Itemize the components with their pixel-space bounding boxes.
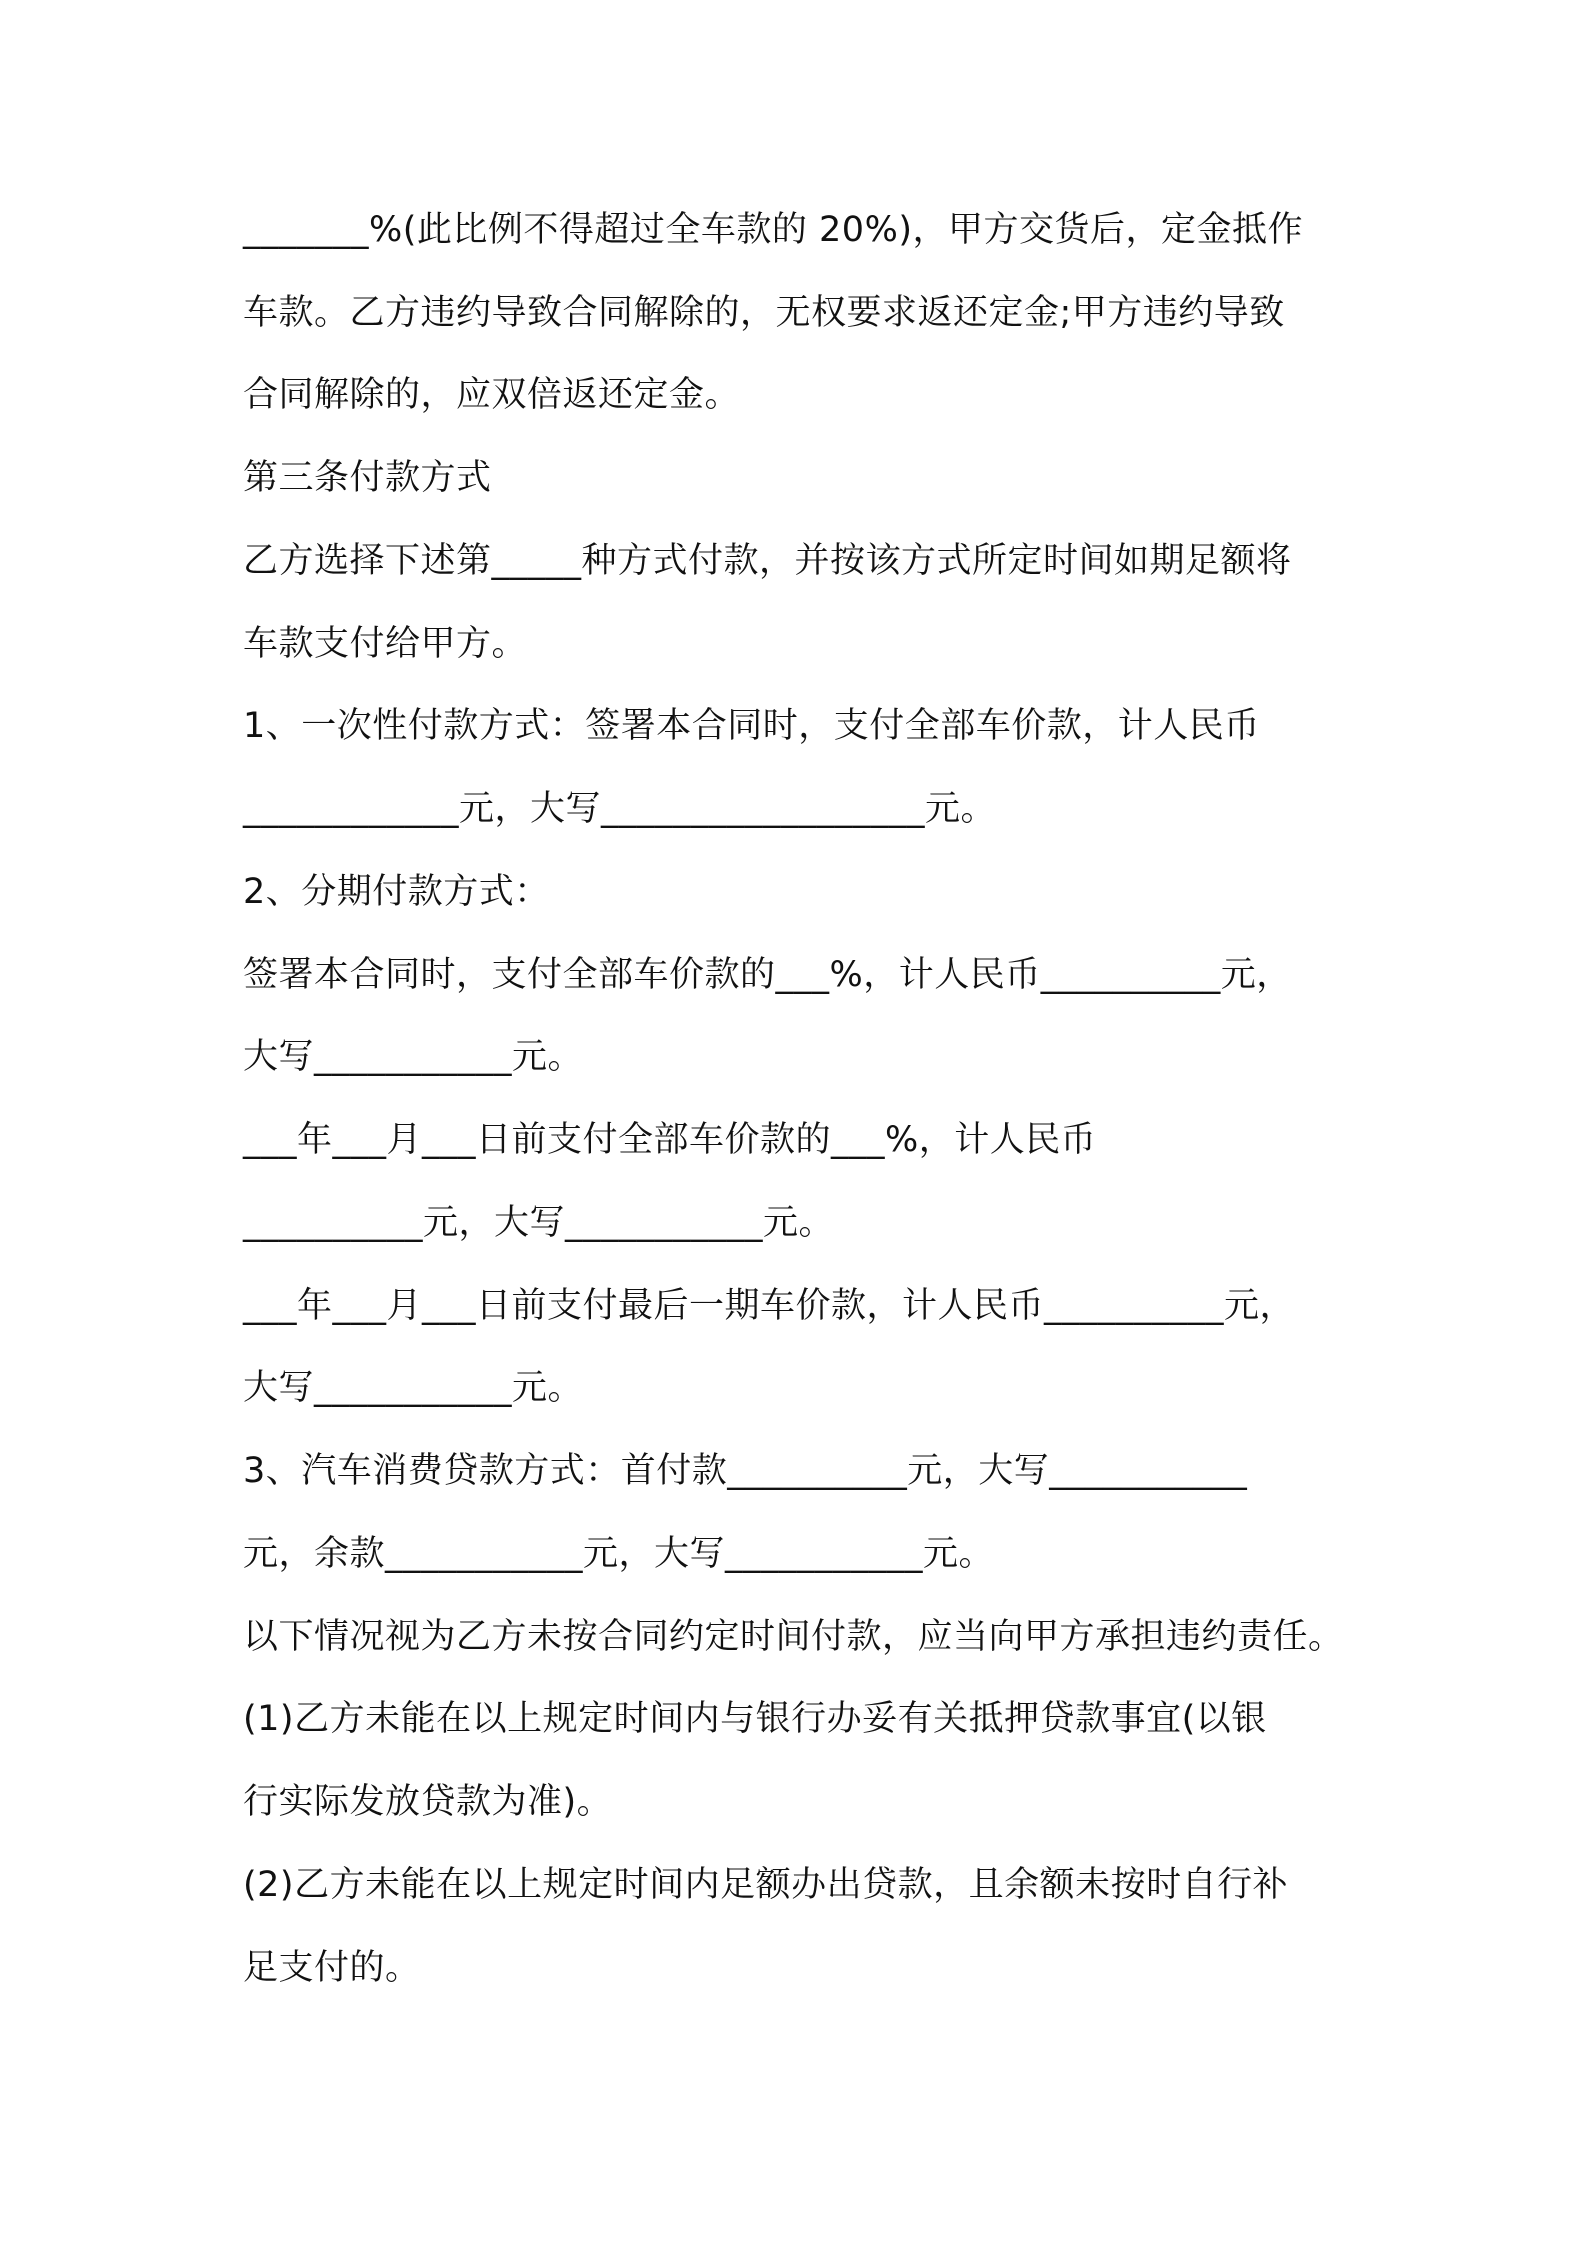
loan-payment-line-2: 元，余款___________元，大写___________元。 <box>243 1534 995 1574</box>
payment-choice-line-2: 车款支付给甲方。 <box>243 624 528 664</box>
installment-final-line-2: 大写___________元。 <box>243 1368 584 1408</box>
section-heading-payment-method: 第三条付款方式 <box>243 458 492 498</box>
breach-item-1-line-2: 行实际发放贷款为准)。 <box>243 1782 613 1822</box>
loan-payment-line-1: 3、汽车消费贷款方式：首付款__________元，大写___________ <box>243 1451 1248 1491</box>
lump-sum-line-1: 1、一次性付款方式：签署本合同时，支付全部车价款，计人民币 <box>243 706 1260 746</box>
installment-heading: 2、分期付款方式： <box>243 872 550 912</box>
lump-sum-line-2: ____________元，大写__________________元。 <box>243 789 997 829</box>
breach-item-2-line-1: (2)乙方未能在以上规定时间内足额办出贷款，且余额未按时自行补 <box>243 1865 1289 1905</box>
breach-item-1-line-1: (1)乙方未能在以上规定时间内与银行办妥有关抵押贷款事宜(以银 <box>243 1699 1267 1739</box>
installment-second-line-1: ___年___月___日前支付全部车价款的___%，计人民币 <box>243 1120 1097 1160</box>
breach-intro-line: 以下情况视为乙方未按合同约定时间付款，应当向甲方承担违约责任。 <box>243 1617 1344 1657</box>
installment-second-line-2: __________元，大写___________元。 <box>243 1203 835 1243</box>
breach-item-2-line-2: 足支付的。 <box>243 1948 421 1988</box>
installment-first-line-2: 大写___________元。 <box>243 1037 584 1077</box>
deposit-clause-line-1: _______%(此比例不得超过全车款的 20%)，甲方交货后，定金抵作 <box>243 210 1303 250</box>
installment-final-line-1: ___年___月___日前支付最后一期车价款，计人民币__________元， <box>243 1286 1296 1326</box>
payment-choice-line-1: 乙方选择下述第_____种方式付款，并按该方式所定时间如期足额将 <box>243 541 1292 581</box>
deposit-clause-line-3: 合同解除的，应双倍返还定金。 <box>243 375 741 415</box>
installment-first-line-1: 签署本合同时，支付全部车价款的___%，计人民币__________元， <box>243 955 1292 995</box>
deposit-clause-line-2: 车款。乙方违约导致合同解除的，无权要求返还定金;甲方违约导致 <box>243 293 1285 333</box>
